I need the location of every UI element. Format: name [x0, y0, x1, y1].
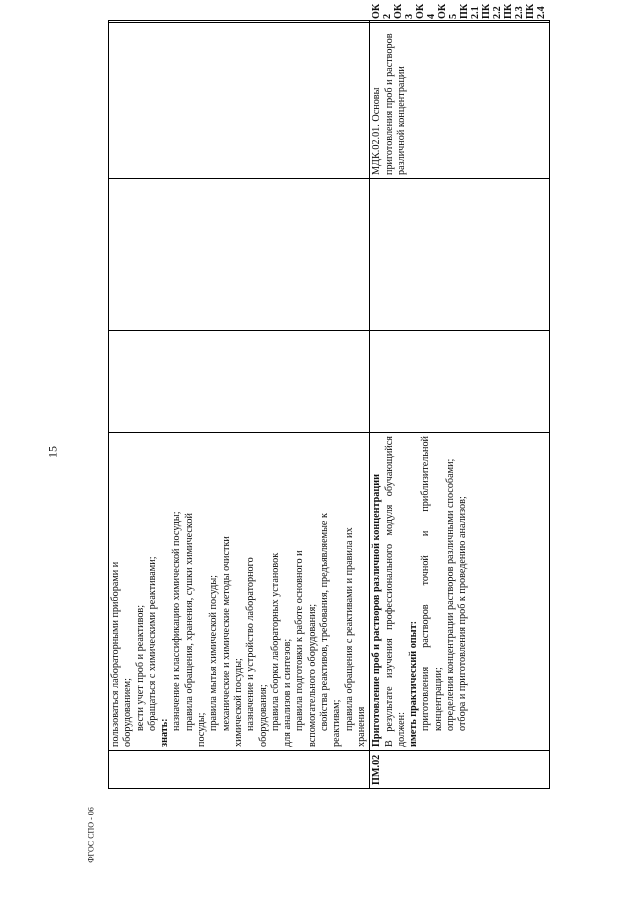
empty-cell — [109, 21, 370, 23]
empty-cell — [109, 23, 370, 179]
text-line: посуды; — [196, 712, 208, 747]
module-description-cell — [370, 433, 550, 751]
text-line: правила сборки лабораторных установок — [269, 552, 281, 731]
text-line: свойства реактивов, требования, предъявляемые к — [319, 513, 331, 731]
text-line: реактивам; — [331, 699, 343, 747]
text-line: правила подготовки к работе основного и — [294, 550, 306, 731]
table-row — [370, 21, 550, 789]
text-line: назначение и устройство лабораторного — [245, 557, 257, 731]
list-item: определения концентрации растворов различными способами; — [445, 458, 457, 731]
code-cell — [109, 751, 370, 789]
text-line: оборудованием; — [122, 678, 134, 747]
requirements-cell — [109, 433, 370, 751]
table-row — [109, 21, 370, 789]
section-label: иметь практический опыт: — [408, 620, 420, 747]
empty-cell — [370, 331, 550, 433]
module-code: ПМ.02 — [370, 751, 550, 789]
text-line: правила обращения, хранения, сушки химической — [183, 513, 195, 731]
curriculum-table — [108, 3, 550, 789]
empty-cell — [109, 331, 370, 433]
text-line: механические и химические методы очистки — [220, 536, 232, 731]
text-line: для анализов и синтезов; — [282, 638, 294, 747]
text-line: правила обращения с реактивами и правила их — [343, 527, 355, 731]
empty-cell — [370, 179, 550, 331]
footer-label: ФГОС СПО - 06 — [86, 807, 96, 863]
rotated-table-area — [108, 3, 550, 789]
list-item: приготовления растворов точной и приблизительной концентрации; — [420, 436, 444, 731]
intro-text: В результате изучения профессионального модуля обучающийся должен: — [383, 436, 407, 747]
text-line: вести учет проб и реактивов; — [134, 604, 146, 731]
list-item: отбора и приготовления проб к проведению анализов; — [457, 496, 469, 731]
text-line: пользоваться лабораторными приборами и — [110, 561, 121, 747]
text-line: хранения — [355, 706, 367, 747]
text-line: вспомогательного оборудования; — [306, 603, 318, 747]
page-number: 15 — [45, 446, 60, 458]
text-line: обращаться с химическими реактивами; — [146, 556, 158, 731]
module-title: Приготовление проб и растворов различной концентрации — [371, 474, 383, 747]
competencies-cell: ОК 2 ОК 3 ОК 4 ОК 5 ПК 2.1 ПК 2.2 ПК 2.3 ПК 2.4 — [370, 21, 550, 23]
text-line: химической посуды; — [232, 658, 244, 747]
section-label: знать: — [159, 718, 171, 747]
empty-cell — [109, 179, 370, 331]
text-line: правила мытья химической посуды; — [208, 575, 220, 731]
mdk-cell: МДК.02.01. Основы приготовления проб и растворов различной концентрации — [370, 23, 550, 179]
text-line: оборудования; — [257, 684, 269, 747]
text-line: назначение и классификацию химической посуды; — [171, 511, 183, 731]
